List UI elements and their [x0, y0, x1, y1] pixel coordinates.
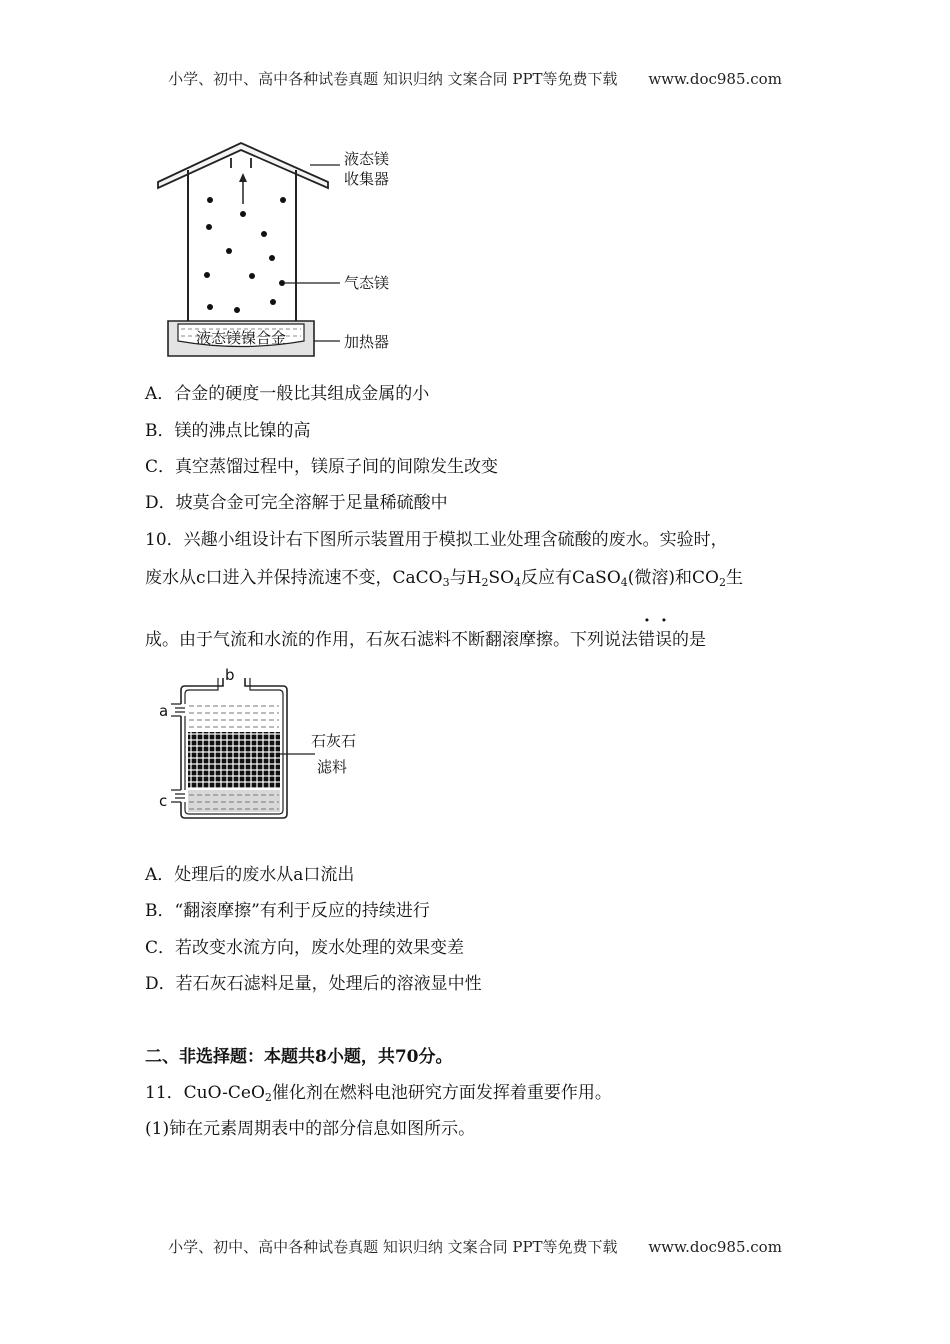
column-walls [188, 170, 296, 321]
distillation-figure [150, 138, 410, 363]
q10-option-a: A．处理后的废水从a口流出 [145, 865, 355, 885]
port-b-label: b [225, 668, 235, 684]
collector-lip [231, 158, 251, 168]
q9-option-c: C．真空蒸馏过程中，镁原子间的间隙发生改变 [145, 457, 499, 477]
q9-option-b: B．镁的沸点比镍的高 [145, 421, 311, 441]
port-a [171, 704, 185, 716]
header-url[interactable]: www.doc985.com [648, 70, 782, 88]
emphasis-cuo: 错 [638, 630, 655, 650]
port-a-label: a [159, 702, 169, 720]
filter-label-2: 滤料 [317, 758, 348, 776]
gas-label: 气态镁 [344, 274, 390, 292]
q10-option-c: C．若改变水流方向，废水处理的效果变差 [145, 938, 465, 958]
upper-water [189, 706, 279, 727]
section-2-heading: 二、非选择题：本题共8小题，共70分。 [145, 1047, 453, 1067]
page-header [0, 68, 950, 89]
treatment-column-figure [155, 668, 375, 828]
q10-line-1: 10．兴趣小组设计右下图所示装置用于模拟工业处理含硫酸的废水。实验时， [145, 530, 728, 550]
header-text: 小学、初中、高中各种试卷真题 知识归纳 文案合同 PPT等免费下载 [168, 70, 618, 88]
filter-label-1: 石灰石 [311, 732, 357, 750]
port-c-label: c [159, 792, 168, 810]
page-footer [0, 1236, 950, 1257]
q9-option-a: A．合金的硬度一般比其组成金属的小 [145, 384, 430, 404]
emphasis-wu: 误 [655, 630, 672, 650]
q11-line-1: 11．CuO-CeO$_2$催化剂在燃料电池研究方面发挥着重要作用。 [145, 1083, 612, 1104]
collector-label-1: 液态镁 [344, 150, 390, 168]
footer-url[interactable]: www.doc985.com [648, 1238, 782, 1256]
q10-option-b: B．“翻滚摩擦”有利于反应的持续进行 [145, 901, 430, 921]
alloy-label: 液态镁镍合金 [195, 329, 287, 347]
gas-dots [204, 197, 286, 313]
q11-line-2: (1)铈在元素周期表中的部分信息如图所示。 [145, 1119, 476, 1139]
q10-line-3: 成。由于气流和水流的作用，石灰石滤料不断翻滚摩擦。下列说法错误的是 [145, 625, 706, 650]
collector-label-2: 收集器 [344, 170, 390, 188]
limestone-filter [188, 732, 280, 788]
heater-label: 加热器 [344, 333, 390, 351]
port-c [171, 790, 185, 802]
q10-line-2: 废水从c口进入并保持流速不变，CaCO$_3$与$H_2SO_4$反应有CaSO$_4$(微溶)和$CO_2$生 [145, 568, 743, 589]
footer-text: 小学、初中、高中各种试卷真题 知识归纳 文案合同 PPT等免费下载 [168, 1238, 618, 1256]
q10-option-d: D．若石灰石滤料足量，处理后的溶液显中性 [145, 974, 482, 994]
q9-option-d: D．坡莫合金可完全溶解于足量稀硫酸中 [145, 493, 448, 513]
